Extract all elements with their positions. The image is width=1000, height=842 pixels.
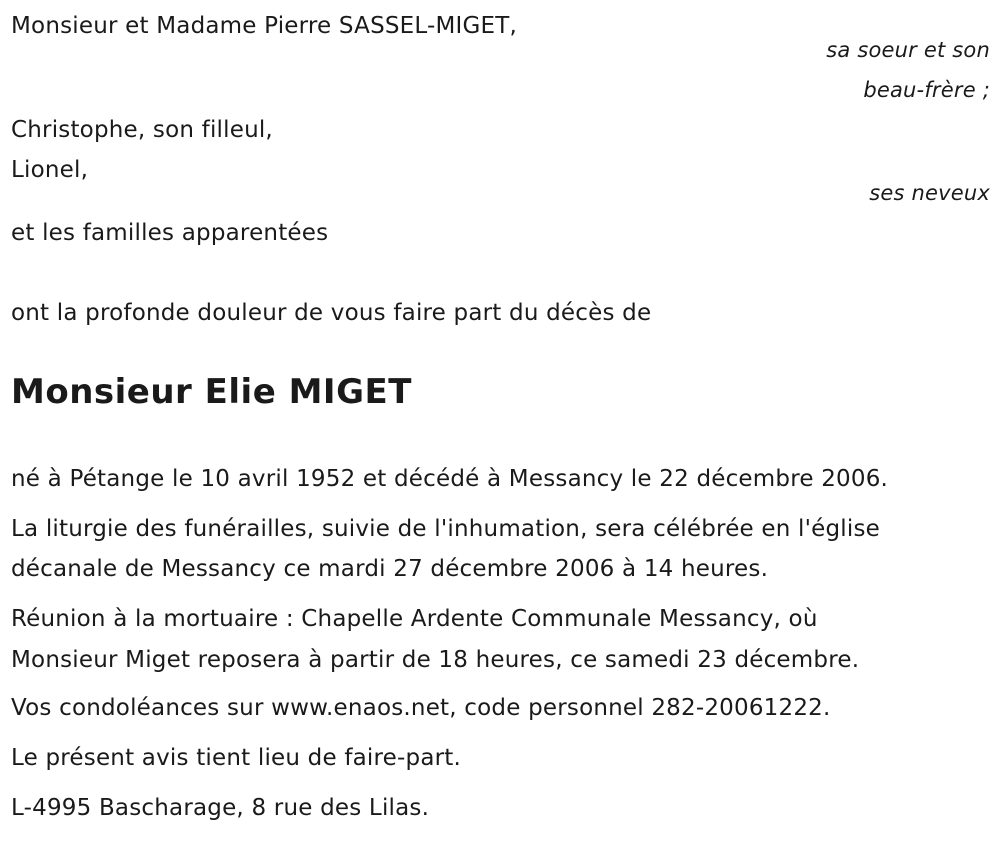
family-line-nephew: Lionel, [11, 157, 89, 183]
relation-sister-line-2: beau-frère ; [863, 78, 990, 102]
liturgy-line-1: La liturgie des funérailles, suivie de l'inhumation, sera célébrée en l'église [11, 516, 881, 542]
mortuary-line-1: Réunion à la mortuaire : Chapelle Ardente Communale Messancy, où [11, 606, 818, 632]
family-line-parents: Monsieur et Madame Pierre SASSEL-MIGET, [11, 13, 518, 39]
relation-sister-line-1: sa soeur et son [826, 38, 990, 62]
birth-death-line: né à Pétange le 10 avril 1952 et décédé à Messancy le 22 décembre 2006. [11, 466, 889, 492]
condolences-line: Vos condoléances sur www.enaos.net, code personnel 282-20061222. [11, 695, 831, 721]
notice-line: Le présent avis tient lieu de faire-part. [11, 745, 462, 771]
announcement-text: ont la profonde douleur de vous faire part du décès de [11, 300, 652, 326]
address-line: L-4995 Bascharage, 8 rue des Lilas. [11, 795, 430, 821]
liturgy-line-2: décanale de Messancy ce mardi 27 décembre 2006 à 14 heures. [11, 556, 769, 582]
deceased-name: Monsieur Elie MIGET [11, 372, 412, 412]
family-line-godson: Christophe, son filleul, [11, 117, 273, 143]
relation-nephews: ses neveux [869, 181, 990, 205]
mortuary-line-2: Monsieur Miget reposera à partir de 18 heures, ce samedi 23 décembre. [11, 647, 860, 673]
family-line-relatives: et les familles apparentées [11, 220, 329, 246]
